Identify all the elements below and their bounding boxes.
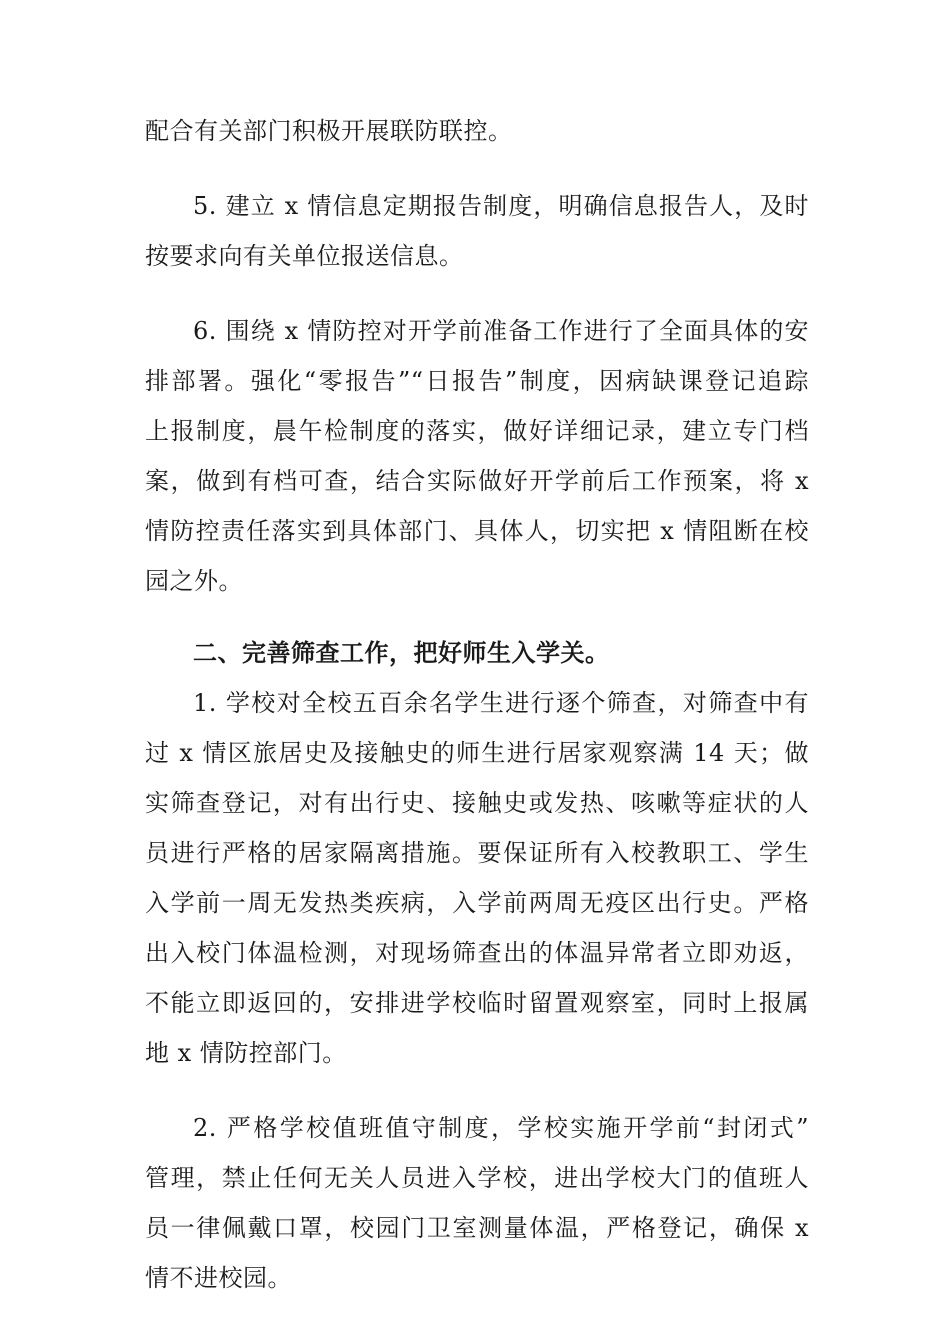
text-line: 过 x 情区旅居史及接触史的师生进行居家观察满 14 天；做 — [145, 739, 809, 767]
text-line: 园之外。 — [145, 567, 243, 595]
text-line: 情不进校园。 — [145, 1264, 292, 1292]
text-line: 1. 学校对全校五百余名学生进行逐个筛查，对筛查中有 — [193, 689, 809, 717]
heading-text: 二、完善筛查工作，把好师生入学关。 — [193, 639, 610, 667]
text-line: 6. 围绕 x 情防控对开学前准备工作进行了全面具体的安 — [193, 317, 809, 345]
text-line: 实筛查登记，对有出行史、接触史或发热、咳嗽等症状的人 — [145, 789, 809, 817]
text-line: 上报制度，晨午检制度的落实，做好详细记录，建立专门档 — [145, 417, 809, 445]
section-heading — [145, 628, 809, 678]
document-body — [145, 106, 809, 1303]
paragraph-item-5 — [145, 181, 809, 281]
paragraph-item-6 — [145, 306, 809, 606]
text-line: 员进行严格的居家隔离措施。要保证所有入校教职工、学生 — [145, 839, 809, 867]
paragraph-item-2 — [145, 1103, 809, 1303]
text-line: 配合有关部门积极开展联防联控。 — [145, 117, 513, 145]
text-line: 5. 建立 x 情信息定期报告制度，明确信息报告人，及时 — [193, 192, 809, 220]
text-line: 情防控责任落实到具体部门、具体人，切实把 x 情阻断在校 — [145, 517, 809, 545]
text-line: 出入校门体温检测，对现场筛查出的体温异常者立即劝返， — [145, 939, 809, 967]
text-line: 排部署。强化“零报告”“日报告”制度，因病缺课登记追踪 — [145, 367, 809, 395]
text-line: 不能立即返回的，安排进学校临时留置观察室，同时上报属 — [145, 989, 809, 1017]
text-line: 管理，禁止任何无关人员进入学校，进出学校大门的值班人 — [145, 1164, 809, 1192]
text-line: 地 x 情防控部门。 — [145, 1039, 347, 1067]
text-line: 2. 严格学校值班值守制度，学校实施开学前“封闭式” — [193, 1114, 809, 1142]
text-line: 员一律佩戴口罩，校园门卫室测量体温，严格登记，确保 x — [145, 1214, 809, 1242]
text-line: 案，做到有档可查，结合实际做好开学前后工作预案，将 x — [145, 467, 809, 495]
text-line: 按要求向有关单位报送信息。 — [145, 242, 464, 270]
paragraph-item-1 — [145, 678, 809, 1078]
text-line: 入学前一周无发热类疾病，入学前两周无疫区出行史。严格 — [145, 889, 809, 917]
paragraph-continuation — [145, 106, 809, 156]
